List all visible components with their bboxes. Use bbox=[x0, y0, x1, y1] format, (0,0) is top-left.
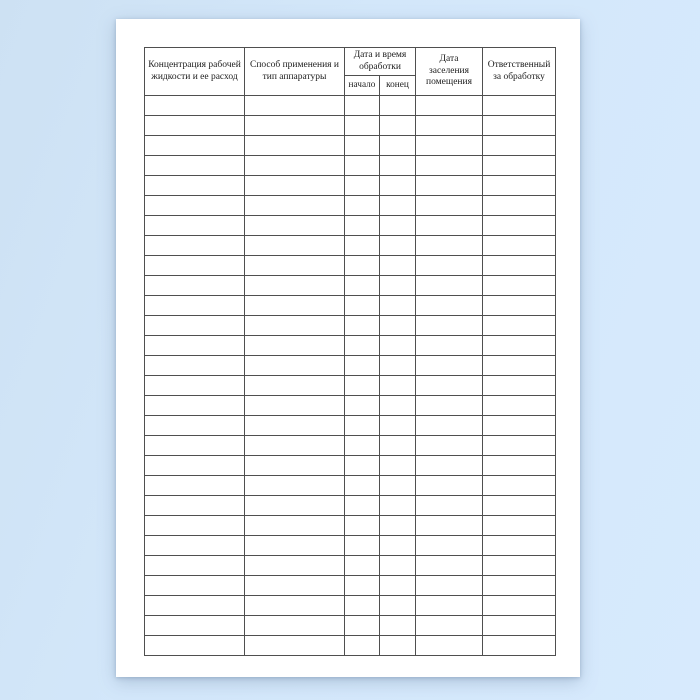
table-cell-empty bbox=[483, 476, 556, 496]
table-cell-empty bbox=[380, 96, 416, 116]
table-row bbox=[145, 156, 556, 176]
table-cell-empty bbox=[380, 136, 416, 156]
table-cell-empty bbox=[145, 436, 245, 456]
table-cell-empty bbox=[345, 476, 380, 496]
table-cell-empty bbox=[145, 296, 245, 316]
table-cell-empty bbox=[345, 216, 380, 236]
table-cell-empty bbox=[145, 636, 245, 656]
table-cell-empty bbox=[416, 96, 483, 116]
table-cell-empty bbox=[345, 236, 380, 256]
table-cell-empty bbox=[416, 136, 483, 156]
table-cell-empty bbox=[245, 436, 345, 456]
table-row bbox=[145, 536, 556, 556]
table-cell-empty bbox=[245, 636, 345, 656]
table-row bbox=[145, 436, 556, 456]
table-cell-empty bbox=[245, 176, 345, 196]
table-cell-empty bbox=[245, 216, 345, 236]
table-cell-empty bbox=[245, 356, 345, 376]
table-cell-empty bbox=[145, 196, 245, 216]
table-cell-empty bbox=[483, 116, 556, 136]
table-row bbox=[145, 216, 556, 236]
table-cell-empty bbox=[345, 136, 380, 156]
table-row bbox=[145, 576, 556, 596]
table-cell-empty bbox=[416, 536, 483, 556]
table-cell-empty bbox=[145, 356, 245, 376]
table-cell-empty bbox=[245, 336, 345, 356]
col-header-method-type: Способ применения и тип аппаратуры bbox=[245, 48, 345, 96]
col-header-responsible: Ответственный за обработку bbox=[483, 48, 556, 96]
table-cell-empty bbox=[345, 636, 380, 656]
table-row bbox=[145, 476, 556, 496]
table-cell-empty bbox=[145, 596, 245, 616]
table-cell-empty bbox=[380, 396, 416, 416]
table-cell-empty bbox=[380, 336, 416, 356]
table-cell-empty bbox=[145, 456, 245, 476]
table-cell-empty bbox=[483, 176, 556, 196]
table-cell-empty bbox=[345, 336, 380, 356]
table-cell-empty bbox=[145, 156, 245, 176]
table-cell-empty bbox=[380, 296, 416, 316]
table-cell-empty bbox=[245, 196, 345, 216]
table-cell-empty bbox=[145, 176, 245, 196]
col-header-treatment-datetime: Дата и время обработки bbox=[345, 48, 416, 76]
table-cell-empty bbox=[245, 116, 345, 136]
table-cell-empty bbox=[145, 616, 245, 636]
table-cell-empty bbox=[145, 276, 245, 296]
table-cell-empty bbox=[380, 196, 416, 216]
table-cell-empty bbox=[345, 436, 380, 456]
table-cell-empty bbox=[483, 296, 556, 316]
table-row bbox=[145, 296, 556, 316]
table-cell-empty bbox=[145, 336, 245, 356]
table-cell-empty bbox=[345, 276, 380, 296]
table-cell-empty bbox=[145, 236, 245, 256]
table-row bbox=[145, 556, 556, 576]
table-cell-empty bbox=[345, 576, 380, 596]
table-cell-empty bbox=[380, 236, 416, 256]
table-cell-empty bbox=[345, 416, 380, 436]
table-row bbox=[145, 256, 556, 276]
table-row bbox=[145, 596, 556, 616]
table-row bbox=[145, 496, 556, 516]
table-row bbox=[145, 136, 556, 156]
table-cell-empty bbox=[416, 596, 483, 616]
table-cell-empty bbox=[483, 456, 556, 476]
table-cell-empty bbox=[245, 156, 345, 176]
table-row bbox=[145, 336, 556, 356]
table-cell-empty bbox=[145, 556, 245, 576]
table-cell-empty bbox=[145, 396, 245, 416]
table-header bbox=[145, 48, 556, 96]
table-cell-empty bbox=[245, 456, 345, 476]
table-cell-empty bbox=[345, 516, 380, 536]
table-row bbox=[145, 376, 556, 396]
table-cell-empty bbox=[483, 196, 556, 216]
table-cell-empty bbox=[380, 456, 416, 476]
table-cell-empty bbox=[380, 316, 416, 336]
table-cell-empty bbox=[483, 636, 556, 656]
table-cell-empty bbox=[145, 376, 245, 396]
table-cell-empty bbox=[380, 436, 416, 456]
table-cell-empty bbox=[380, 476, 416, 496]
table-cell-empty bbox=[345, 496, 380, 516]
table-row bbox=[145, 416, 556, 436]
table-cell-empty bbox=[145, 216, 245, 236]
table-row bbox=[145, 276, 556, 296]
table-cell-empty bbox=[416, 636, 483, 656]
table-cell-empty bbox=[483, 276, 556, 296]
table-cell-empty bbox=[245, 496, 345, 516]
table-cell-empty bbox=[483, 536, 556, 556]
table-cell-empty bbox=[380, 496, 416, 516]
table-cell-empty bbox=[345, 376, 380, 396]
table-cell-empty bbox=[416, 216, 483, 236]
table-row bbox=[145, 236, 556, 256]
table-cell-empty bbox=[345, 396, 380, 416]
table-cell-empty bbox=[145, 136, 245, 156]
table-cell-empty bbox=[483, 516, 556, 536]
col-header-end: конец bbox=[380, 76, 416, 96]
col-header-start: начало bbox=[345, 76, 380, 96]
table-body bbox=[145, 96, 556, 656]
table-cell-empty bbox=[380, 576, 416, 596]
table-cell-empty bbox=[345, 196, 380, 216]
table-cell-empty bbox=[380, 156, 416, 176]
table-cell-empty bbox=[345, 156, 380, 176]
table-cell-empty bbox=[245, 416, 345, 436]
table-cell-empty bbox=[416, 236, 483, 256]
table-row bbox=[145, 636, 556, 656]
table-cell-empty bbox=[483, 256, 556, 276]
table-cell-empty bbox=[416, 256, 483, 276]
table-cell-empty bbox=[416, 316, 483, 336]
table-cell-empty bbox=[380, 556, 416, 576]
table-cell-empty bbox=[345, 456, 380, 476]
table-cell-empty bbox=[483, 96, 556, 116]
table-cell-empty bbox=[345, 116, 380, 136]
table-cell-empty bbox=[245, 256, 345, 276]
table-cell-empty bbox=[416, 576, 483, 596]
table-cell-empty bbox=[145, 96, 245, 116]
table-cell-empty bbox=[245, 136, 345, 156]
table-cell-empty bbox=[145, 316, 245, 336]
table-cell-empty bbox=[483, 376, 556, 396]
table-cell-empty bbox=[145, 116, 245, 136]
table-row bbox=[145, 116, 556, 136]
table-cell-empty bbox=[380, 256, 416, 276]
table-cell-empty bbox=[245, 376, 345, 396]
table-row bbox=[145, 316, 556, 336]
table-cell-empty bbox=[380, 536, 416, 556]
table-cell-empty bbox=[345, 316, 380, 336]
table-cell-empty bbox=[380, 636, 416, 656]
table-cell-empty bbox=[245, 396, 345, 416]
table-cell-empty bbox=[483, 416, 556, 436]
treatment-log-table bbox=[144, 47, 556, 656]
table-cell-empty bbox=[380, 356, 416, 376]
table-cell-empty bbox=[345, 596, 380, 616]
table-cell-empty bbox=[416, 416, 483, 436]
table-cell-empty bbox=[345, 556, 380, 576]
table-cell-empty bbox=[483, 396, 556, 416]
table-cell-empty bbox=[245, 476, 345, 496]
table-cell-empty bbox=[416, 616, 483, 636]
table-cell-empty bbox=[416, 556, 483, 576]
table-cell-empty bbox=[245, 96, 345, 116]
col-header-settlement-date: Дата заселения помещения bbox=[416, 48, 483, 96]
table-cell-empty bbox=[416, 396, 483, 416]
table-cell-empty bbox=[483, 236, 556, 256]
table-cell-empty bbox=[245, 616, 345, 636]
table-cell-empty bbox=[345, 176, 380, 196]
table-cell-empty bbox=[245, 556, 345, 576]
table-cell-empty bbox=[416, 356, 483, 376]
table-cell-empty bbox=[416, 196, 483, 216]
table-cell-empty bbox=[483, 316, 556, 336]
table-cell-empty bbox=[380, 276, 416, 296]
table-row bbox=[145, 516, 556, 536]
table-cell-empty bbox=[483, 136, 556, 156]
table-cell-empty bbox=[416, 496, 483, 516]
table-cell-empty bbox=[380, 376, 416, 396]
table-cell-empty bbox=[145, 256, 245, 276]
table-cell-empty bbox=[345, 616, 380, 636]
table-row bbox=[145, 96, 556, 116]
table-cell-empty bbox=[483, 336, 556, 356]
table-cell-empty bbox=[416, 376, 483, 396]
table-row bbox=[145, 396, 556, 416]
table-cell-empty bbox=[345, 536, 380, 556]
table-cell-empty bbox=[345, 356, 380, 376]
table-cell-empty bbox=[145, 516, 245, 536]
table-cell-empty bbox=[245, 536, 345, 556]
table-cell-empty bbox=[483, 616, 556, 636]
table-cell-empty bbox=[380, 516, 416, 536]
table-cell-empty bbox=[145, 416, 245, 436]
table-cell-empty bbox=[416, 176, 483, 196]
table-row bbox=[145, 176, 556, 196]
table-row bbox=[145, 616, 556, 636]
table-cell-empty bbox=[345, 96, 380, 116]
table-cell-empty bbox=[416, 116, 483, 136]
table-cell-empty bbox=[245, 576, 345, 596]
table-cell-empty bbox=[483, 576, 556, 596]
table-cell-empty bbox=[380, 596, 416, 616]
table-cell-empty bbox=[483, 496, 556, 516]
table-cell-empty bbox=[380, 616, 416, 636]
table-cell-empty bbox=[483, 436, 556, 456]
table-cell-empty bbox=[245, 596, 345, 616]
table-cell-empty bbox=[145, 536, 245, 556]
table-cell-empty bbox=[483, 596, 556, 616]
table-cell-empty bbox=[416, 296, 483, 316]
table-cell-empty bbox=[380, 216, 416, 236]
table-cell-empty bbox=[416, 276, 483, 296]
table-cell-empty bbox=[245, 516, 345, 536]
table-cell-empty bbox=[483, 216, 556, 236]
table-cell-empty bbox=[416, 336, 483, 356]
table-cell-empty bbox=[416, 456, 483, 476]
table-row bbox=[145, 196, 556, 216]
table-cell-empty bbox=[145, 576, 245, 596]
table-cell-empty bbox=[245, 316, 345, 336]
table-cell-empty bbox=[345, 256, 380, 276]
table-cell-empty bbox=[380, 416, 416, 436]
table-cell-empty bbox=[345, 296, 380, 316]
table-cell-empty bbox=[483, 556, 556, 576]
col-header-concentration: Концентрация рабочей жидкости и ее расход bbox=[145, 48, 245, 96]
header-row-main bbox=[145, 48, 556, 76]
table-cell-empty bbox=[380, 176, 416, 196]
table-cell-empty bbox=[145, 496, 245, 516]
table-cell-empty bbox=[245, 296, 345, 316]
table-cell-empty bbox=[145, 476, 245, 496]
table-cell-empty bbox=[245, 236, 345, 256]
table-cell-empty bbox=[483, 356, 556, 376]
paper-sheet bbox=[116, 19, 580, 677]
table-cell-empty bbox=[416, 476, 483, 496]
table-cell-empty bbox=[416, 156, 483, 176]
table-cell-empty bbox=[380, 116, 416, 136]
table-cell-empty bbox=[416, 516, 483, 536]
table-row bbox=[145, 356, 556, 376]
table-cell-empty bbox=[245, 276, 345, 296]
table-cell-empty bbox=[416, 436, 483, 456]
table-cell-empty bbox=[483, 156, 556, 176]
table-row bbox=[145, 456, 556, 476]
